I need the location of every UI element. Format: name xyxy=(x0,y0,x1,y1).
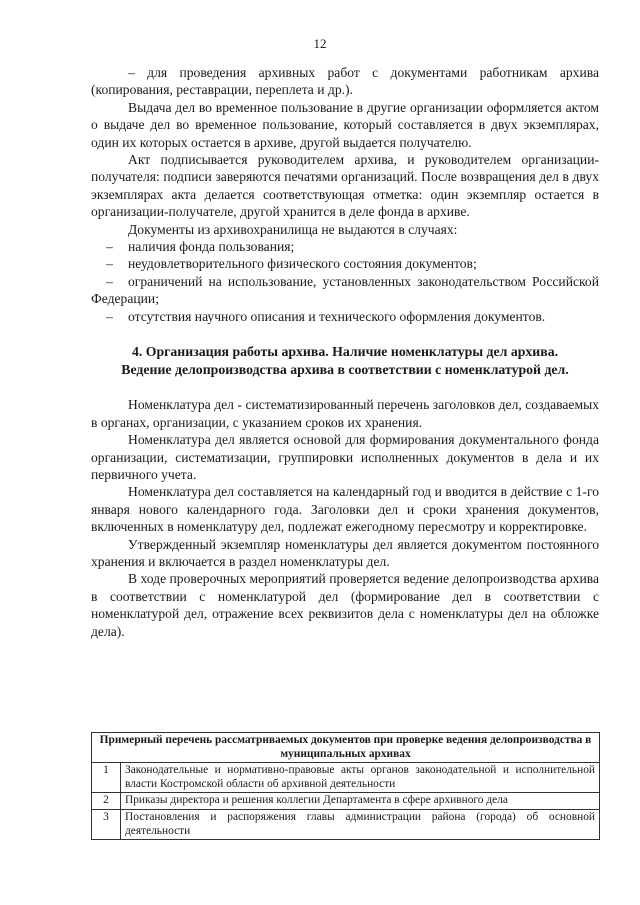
document-body xyxy=(91,64,599,640)
paragraph-inspection: В ходе проверочных мероприятий проверяется ведение делопроизводства архива в соответствии с номенклатурой дел (формирование дел в соответствии с номенклатурой дел, отражение всех реквизитов дела с номенклатуры дел на обложке дела). xyxy=(91,571,599,639)
section-heading-line1: 4. Организация работы архива. Наличие номенклатуры дел архива. xyxy=(131,344,559,360)
table-row xyxy=(92,793,600,810)
paragraph-approved-copy: Утвержденный экземпляр номенклатуры дел является документом постоянного хранения и включается в раздел номенклатуры дел. xyxy=(91,536,599,569)
table-cell-text: Постановления и распоряжения главы администрации района (города) об основной деятельности xyxy=(121,809,600,839)
paragraph-nomenclature-calendar: Номенклатура дел составляется на календарный год и вводится в действие с 1-го января нового календарного года. Заголовки дел и сроки хранения документов, включенных в номенклатуру дел, подлежат ежегодному пересмотру и корректировке. xyxy=(91,484,599,535)
list-item xyxy=(91,308,599,325)
list-item xyxy=(91,255,599,272)
paragraph-not-issued: Документы из архивохранилища не выдаются в случаях: xyxy=(128,221,458,237)
list-item-text: неудовлетворительного физического состояния документов; xyxy=(128,256,477,272)
list-item-text: наличия фонда пользования; xyxy=(128,239,295,255)
list-item-text: отсутствия научного описания и технического оформления документов. xyxy=(128,308,546,324)
table-cell-number: 1 xyxy=(92,763,121,793)
paragraph-nomenclature-definition: Номенклатура дел - систематизированный перечень заголовков дел, создаваемых в органах, организации, с указанием сроков их хранения. xyxy=(91,397,599,430)
list-dash: – xyxy=(106,256,113,272)
section-heading xyxy=(91,343,599,378)
list-item xyxy=(91,273,599,308)
page-number: 12 xyxy=(313,36,327,51)
list-dash: – xyxy=(106,273,113,289)
table-cell-number: 2 xyxy=(92,793,121,810)
list-dash: – xyxy=(106,239,113,255)
table-cell-text: Приказы директора и решения коллегии Департамента в сфере архивного дела xyxy=(121,793,600,810)
table-cell-number: 3 xyxy=(92,809,121,839)
section-heading-line2: Ведение делопроизводства архива в соответствии с номенклатурой дел. xyxy=(121,361,569,377)
table-header-row xyxy=(92,733,600,763)
paragraph-archive-works: – для проведения архивных работ с документами работникам архива (копирования, реставрации, переплета и др.). xyxy=(91,65,599,98)
table-row xyxy=(92,809,600,839)
table-caption: Примерный перечень рассматриваемых документов при проверке ведения делопроизводства в муниципальных архивах xyxy=(92,733,600,763)
documents-checklist-table xyxy=(91,732,600,840)
list-dash: – xyxy=(106,308,113,324)
table-row xyxy=(92,763,600,793)
paragraph-act-signing: Акт подписывается руководителем архива, и руководителем организации-получателя: подписи заверяются печатями организаций. После возвращения дел в двух экземплярах акта делается соответствующая отметка: один экземпляр остается в организации-получателе, другой хранится в деле фонда в архиве. xyxy=(91,152,599,220)
paragraph-nomenclature-basis: Номенклатура дел является основой для формирования документального фонда организации, систематизации, группировки исполненных документов в дела и их первичного учета. xyxy=(91,432,599,482)
paragraph-issue-act: Выдача дел во временное пользование в другие организации оформляется актом о выдаче дел во временное пользование, который составляется в двух экземплярах, один их которых остается в архиве, другой выдается получателю. xyxy=(91,99,599,150)
table-cell-text: Законодательные и нормативно-правовые акты органов законодательной и исполнительной власти Костромской области об архивной деятельности xyxy=(121,763,600,793)
list-item xyxy=(91,238,599,255)
list-item-text: ограничений на использование, установленных законодательством Российской Федерации; xyxy=(91,273,599,307)
